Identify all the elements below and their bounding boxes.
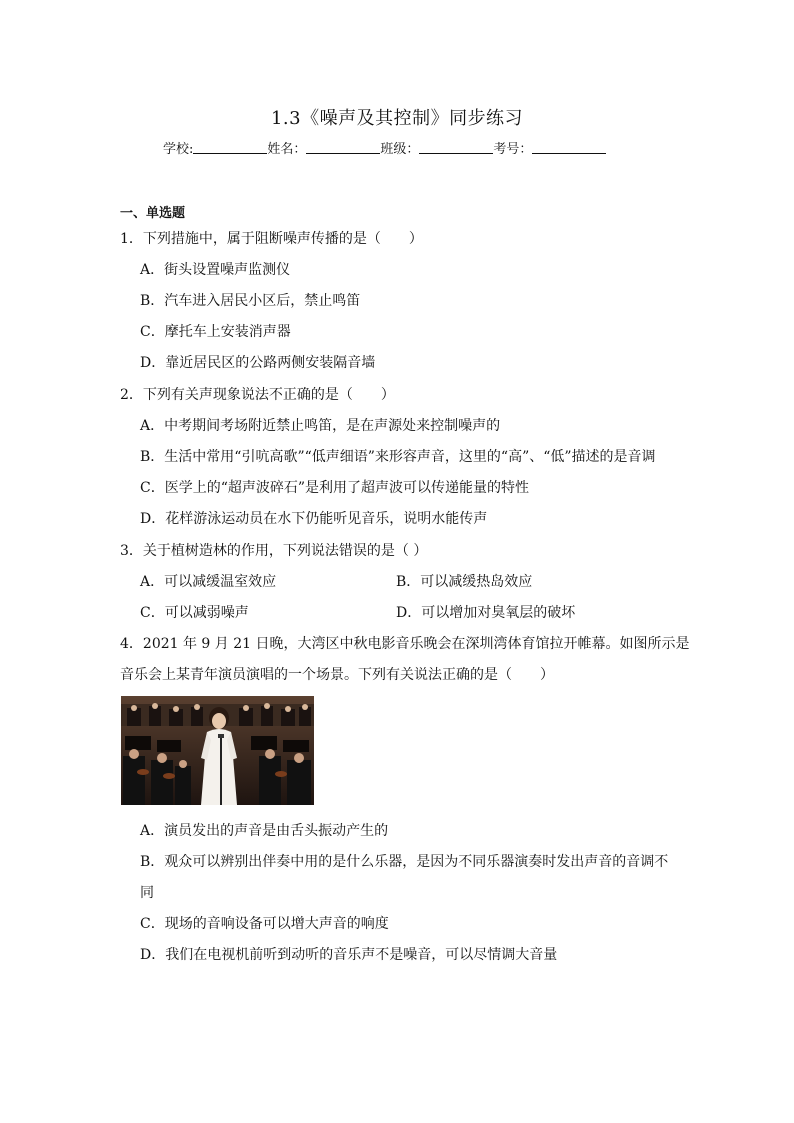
concert-photo <box>121 696 314 805</box>
question-1-option-a: A．街头设置噪声监测仪 <box>140 262 291 278</box>
question-2-stem: 2．下列有关声现象说法不正确的是（ ） <box>120 387 395 403</box>
question-4-stem-line-2: 音乐会上某青年演员演唱的一个场景。下列有关说法正确的是（ ） <box>120 667 554 683</box>
number-label: 考号： <box>493 142 533 157</box>
class-label: 班级： <box>380 142 420 157</box>
question-4-option-b: B．观众可以辨别出伴奏中用的是什么乐器，是因为不同乐器演奏时发出声音的音调不 <box>140 854 669 870</box>
question-3-option-a: A．可以减缓温室效应 <box>140 574 277 590</box>
question-2-option-d: D．花样游泳运动员在水下仍能听见音乐，说明水能传声 <box>140 511 488 527</box>
question-4-option-a: A．演员发出的声音是由舌头振动产生的 <box>140 823 389 839</box>
question-1-stem: 1．下列措施中，属于阻断噪声传播的是（ ） <box>120 231 423 247</box>
name-label: 姓名： <box>267 142 307 157</box>
question-4-option-c: C．现场的音响设备可以增大声音的响度 <box>140 916 389 932</box>
question-1-option-c: C．摩托车上安装消声器 <box>140 324 291 340</box>
question-3-option-c: C．可以减弱噪声 <box>140 605 249 621</box>
concert-scene-image <box>121 696 314 805</box>
question-3-option-b: B．可以减缓热岛效应 <box>396 574 533 590</box>
question-4-option-d: D．我们在电视机前听到动听的音乐声不是噪音，可以尽情调大音量 <box>140 947 558 963</box>
question-2-option-a: A．中考期间考场附近禁止鸣笛，是在声源处来控制噪声的 <box>140 418 501 434</box>
number-blank <box>532 141 606 154</box>
section-heading: 一、单选题 <box>120 206 186 221</box>
question-3-stem: 3．关于植树造林的作用，下列说法错误的是（ ） <box>120 543 428 559</box>
class-blank <box>419 141 493 154</box>
question-4-option-b-continued: 同 <box>140 885 154 901</box>
question-4-stem-line-1: 4．2021 年 9 月 21 日晚，大湾区中秋电影音乐晚会在深圳湾体育馆拉开帷幕。如图所示是 <box>120 636 690 652</box>
name-blank <box>306 141 380 154</box>
question-1-option-d: D．靠近居民区的公路两侧安装隔音墙 <box>140 355 376 371</box>
question-3-option-d: D．可以增加对臭氧层的破坏 <box>396 605 576 621</box>
school-blank <box>193 141 267 154</box>
question-1-option-b: B．汽车进入居民小区后，禁止鸣笛 <box>140 293 361 309</box>
school-label: 学校: <box>163 142 194 157</box>
student-info-line <box>163 138 606 157</box>
document-title: 1.3《噪声及其控制》同步练习 <box>270 108 524 129</box>
question-2-option-c: C．医学上的“超声波碎石”是利用了超声波可以传递能量的特性 <box>140 480 530 496</box>
question-2-option-b: B．生活中常用“引吭高歌”“低声细语”来形容声音，这里的“高”、“低”描述的是音调 <box>140 449 656 465</box>
